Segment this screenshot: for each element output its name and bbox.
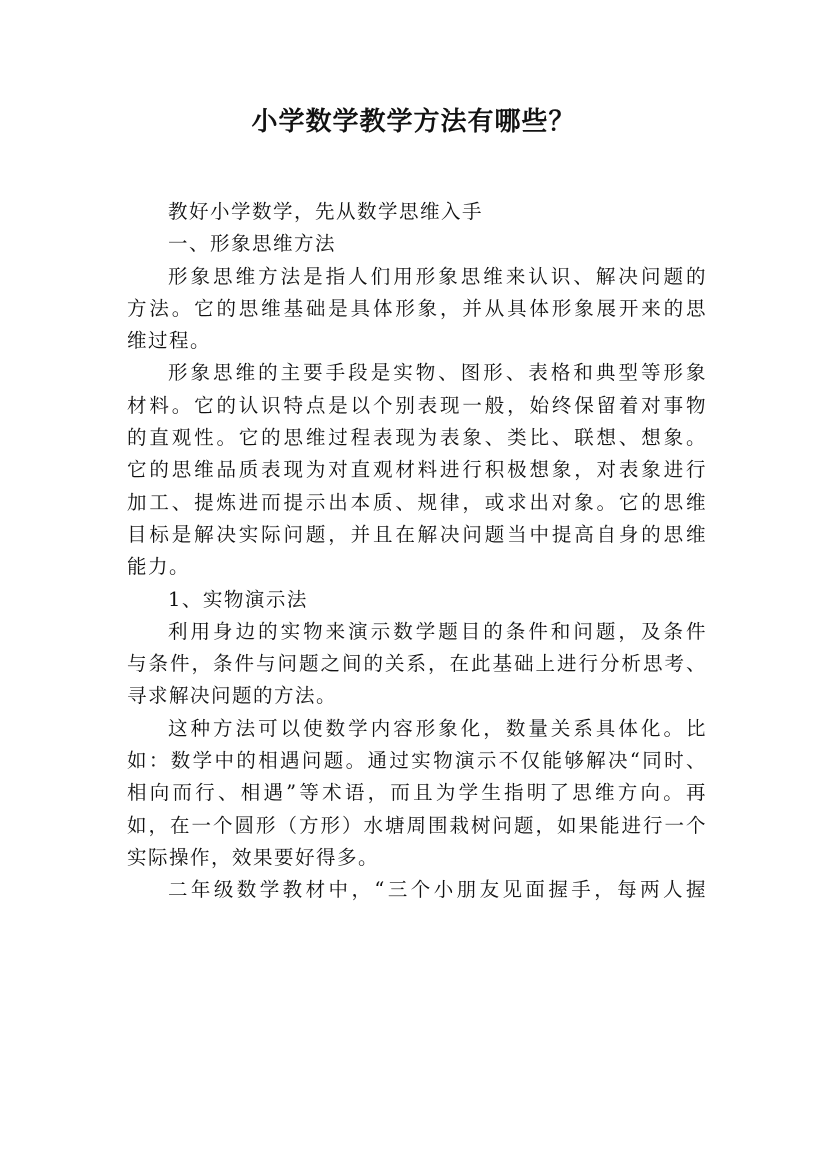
text-line: 形象思维方法是指人们用形象思维来认识、解决问题的 (168, 264, 707, 288)
text-line: 一、形象思维方法 (168, 232, 337, 256)
text-line: 加工、提炼进而提示出本质、规律，或求出对象。它的思维 (127, 490, 707, 514)
text-line: 这种方法可以使数学内容形象化，数量关系具体化。比 (168, 716, 707, 740)
text-line: 材料。它的认识特点是以个别表现一般，始终保留着对事物 (127, 393, 707, 417)
text-line: 方法。它的思维基础是具体形象，并从具体形象展开来的思 (127, 296, 707, 320)
text-line: 相向而行、相遇”等术语，而且为学生指明了思维方向。再 (127, 781, 707, 805)
text-line: 1、实物演示法 (168, 587, 308, 611)
text-line: 维过程。 (127, 329, 212, 353)
text-line: 能力。 (127, 555, 191, 579)
text-line: 实际操作，效果要好得多。 (127, 845, 380, 869)
page-title: 小学数学教学方法有哪些？ (251, 107, 576, 137)
text-line: 形象思维的主要手段是实物、图形、表格和典型等形象 (168, 361, 707, 385)
text-line: 教好小学数学，先从数学思维入手 (168, 200, 484, 223)
text-line: 如，在一个圆形（方形）水塘周围栽树问题，如果能进行一个 (127, 813, 707, 837)
text-line: 如：数学中的相遇问题。通过实物演示不仅能够解决“同时、 (127, 749, 707, 773)
text-line: 寻求解决问题的方法。 (127, 684, 338, 708)
text-line: 它的思维品质表现为对直观材料进行积极想象，对表象进行 (127, 458, 707, 482)
text-line: 目标是解决实际问题，并且在解决问题当中提高自身的思维 (127, 522, 707, 546)
text-line: 的直观性。它的思维过程表现为表象、类比、联想、想象。 (127, 426, 707, 450)
body-text (127, 196, 707, 907)
text-line: 二年级数学教材中，“三个小朋友见面握手，每两人握 (168, 878, 707, 902)
text-line: 与条件，条件与问题之间的关系，在此基础上进行分析思考、 (127, 652, 707, 676)
text-line: 利用身边的实物来演示数学题目的条件和问题，及条件 (168, 619, 707, 643)
